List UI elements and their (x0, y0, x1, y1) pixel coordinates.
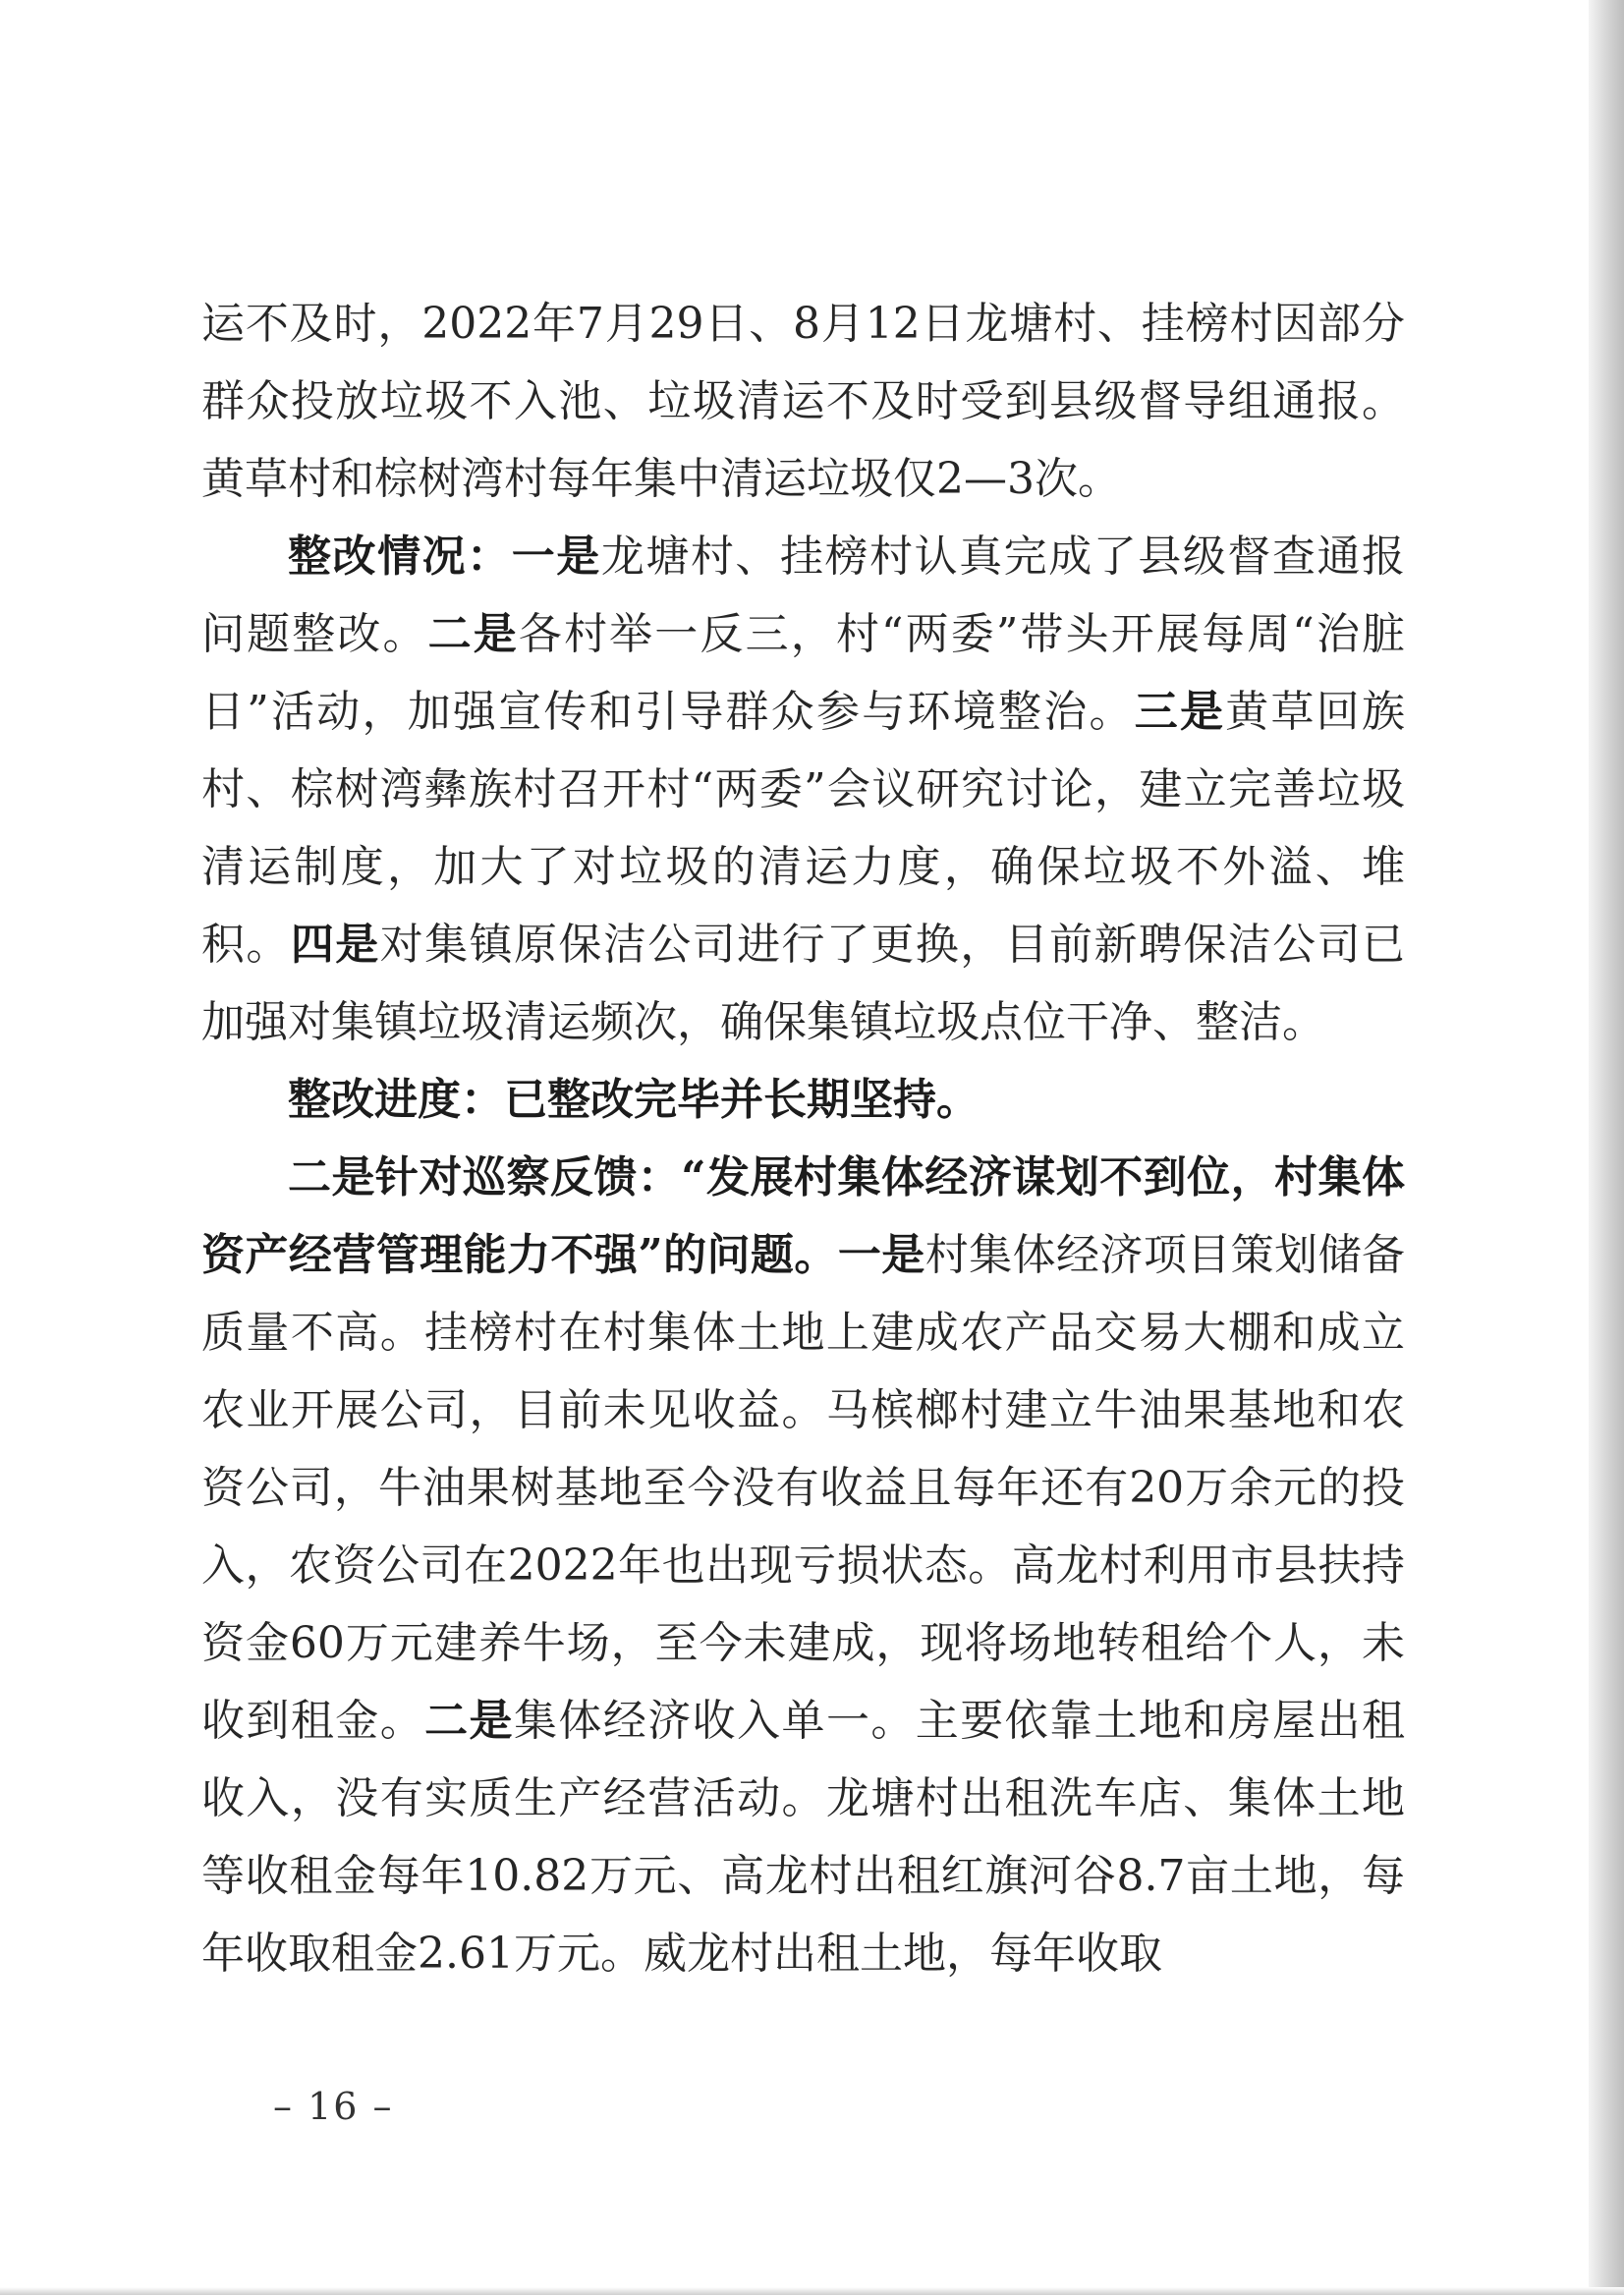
progress-text: 整改进度：已整改完毕并长期坚持。 (288, 1075, 980, 1125)
item-text: 村集体经济项目策划储备质量不高。挂榜村在村集体土地上建成农产品交易大棚和成立农业开展公司，目前未见收益。马槟榔村建立牛油果基地和农资公司，牛油果树基地至今没有收益且每年还有20万余元的投入，农资公司在2022年也出现亏损状态。高龙村利用市县扶持资金60万元建养牛场，至今未建成，现将场地转租给个人，未收到租金。 (201, 1230, 1406, 1746)
paragraph-rectification-status (201, 518, 1405, 1061)
document-body (201, 285, 1405, 1992)
scan-bottom-edge (0, 2287, 1624, 2295)
item-text: 龙塘村、挂榜村认真完成了县级督查通报问题整改。 (201, 532, 1406, 659)
item-label: 一是 (511, 532, 601, 582)
item-label: 四是 (290, 920, 380, 970)
page-number: – 16 – (273, 2085, 394, 2128)
paragraph-continuation (201, 285, 1405, 518)
item-label: 二是 (427, 609, 519, 659)
item-text: 黄草回族村、棕树湾彝族村召开村“两委”会议研究讨论，建立完善垃圾清运制度，加大了对垃圾的清运力度，确保垃圾不外溢、堆积。 (201, 687, 1405, 970)
item-label: 三是 (1134, 687, 1226, 737)
item-text: 集体经济收入单一。主要依靠土地和房屋出租收入，没有实质生产经营活动。龙塘村出租洗车店、集体土地等收租金每年10.82万元、高龙村出租红旗河谷8.7亩土地，每年收取租金2.61万元。威龙村出租土地，每年收取 (201, 1696, 1406, 1979)
item-text: 各村举一反三，村“两委”带头开展每周“治脏日”活动，加强宣传和引导群众参与环境整治。 (201, 609, 1406, 737)
paragraph-feedback-issue (201, 1139, 1405, 1992)
item-label: 一是 (837, 1230, 925, 1280)
item-text: 对集镇原保洁公司进行了更换，目前新聘保洁公司已加强对集镇垃圾清运频次，确保集镇垃圾点位干净、整洁。 (201, 920, 1406, 1047)
paragraph-rectification-progress (201, 1061, 1405, 1139)
section-heading: 二是针对巡察反馈：“发展村集体经济谋划不到位，村集体资产经营管理能力不强”的问题。 (201, 1152, 1405, 1280)
paragraph-text: 运不及时，2022年7月29日、8月12日龙塘村、挂榜村因部分群众投放垃圾不入池、垃圾清运不及时受到县级督导组通报。黄草村和棕树湾村每年集中清运垃圾仅2—3次。 (201, 299, 1405, 504)
item-label: 二是 (424, 1696, 514, 1746)
scan-edge-shadow (1589, 0, 1624, 2295)
section-heading: 整改情况： (288, 532, 512, 582)
